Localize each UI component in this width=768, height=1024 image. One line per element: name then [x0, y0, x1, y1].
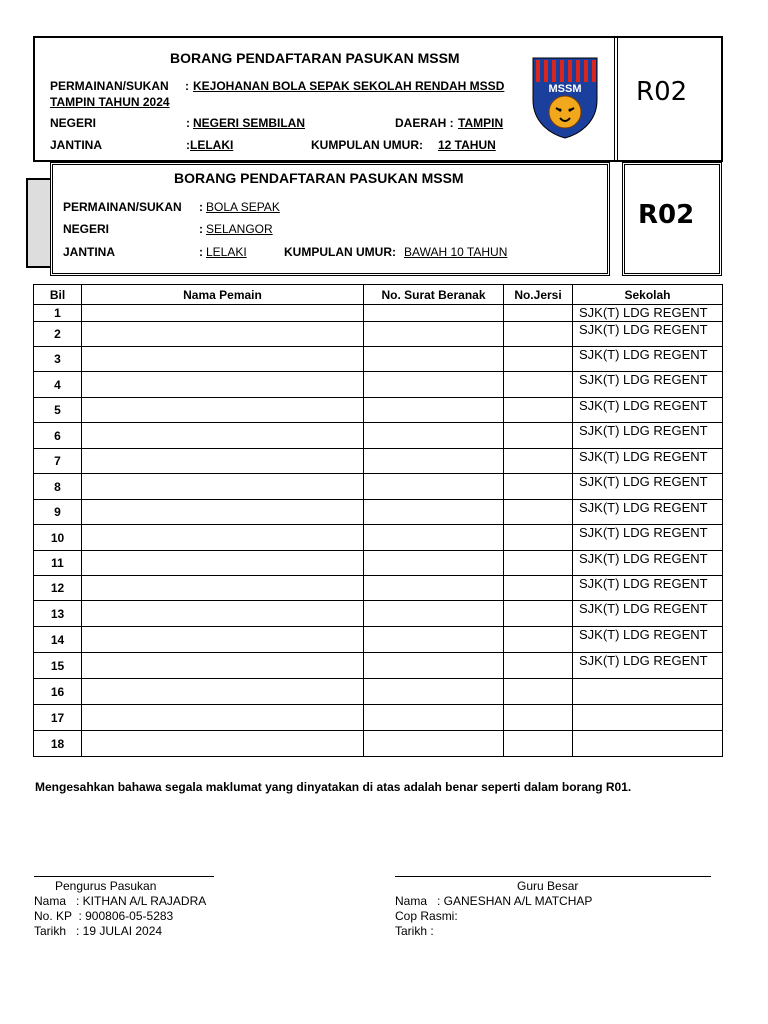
player-registration-table — [33, 284, 723, 757]
cell-sekolah — [573, 679, 723, 705]
cell-bil: 13 — [34, 601, 82, 627]
cell-sekolah: SJK(T) LDG REGENT — [573, 627, 723, 653]
back-district-label: DAERAH : — [395, 116, 454, 130]
cell-no-surat-beranak — [364, 731, 504, 757]
back-district-value: TAMPIN — [458, 116, 504, 130]
cell-no-jersi — [504, 705, 573, 731]
back-age-label: KUMPULAN UMUR: — [311, 138, 423, 152]
back-gender-value: LELAKI — [190, 138, 234, 152]
cell-bil: 18 — [34, 731, 82, 757]
back-gender-sep: : — [186, 138, 190, 152]
table-row — [34, 731, 723, 757]
cell-no-surat-beranak — [364, 305, 504, 322]
cell-sekolah: SJK(T) LDG REGENT — [573, 347, 723, 372]
cell-sekolah — [573, 705, 723, 731]
mssm-logo — [530, 56, 600, 140]
cell-no-jersi — [504, 601, 573, 627]
cell-nama-pemain — [82, 576, 364, 601]
cell-bil: 1 — [34, 305, 82, 322]
cell-nama-pemain — [82, 305, 364, 322]
table-row — [34, 474, 723, 500]
back-state-sep: : — [186, 116, 190, 130]
cell-no-jersi — [504, 449, 573, 474]
cell-bil: 16 — [34, 679, 82, 705]
front-game-sep: : — [199, 200, 203, 214]
cell-sekolah: SJK(T) LDG REGENT — [573, 576, 723, 601]
back-form-code: R02 — [636, 77, 688, 107]
cell-sekolah: SJK(T) LDG REGENT — [573, 551, 723, 576]
cell-no-surat-beranak — [364, 500, 504, 525]
cell-bil: 11 — [34, 551, 82, 576]
header-no-jersi: No.Jersi — [504, 285, 573, 305]
cell-nama-pemain — [82, 398, 364, 423]
cell-no-jersi — [504, 398, 573, 423]
back-game-value-1: KEJOHANAN BOLA SEPAK SEKOLAH RENDAH MSSD — [193, 79, 505, 93]
confirmation-statement: Mengesahkan bahawa segala maklumat yang dinyatakan di atas adalah benar seperti dalam borang R01. — [35, 780, 632, 794]
header-bil: Bil — [34, 285, 82, 305]
cell-bil: 8 — [34, 474, 82, 500]
table-row — [34, 705, 723, 731]
table-header-row — [34, 285, 723, 305]
cell-no-surat-beranak — [364, 705, 504, 731]
cell-sekolah — [573, 731, 723, 757]
table-row — [34, 305, 723, 322]
cell-no-surat-beranak — [364, 627, 504, 653]
cell-sekolah: SJK(T) LDG REGENT — [573, 449, 723, 474]
logo-text: MSSM — [548, 83, 582, 95]
cell-bil: 17 — [34, 705, 82, 731]
back-form-title: BORANG PENDAFTARAN PASUKAN MSSM — [170, 50, 460, 66]
manager-name: Nama : KITHAN A/L RAJADRA — [34, 894, 207, 908]
table-row — [34, 322, 723, 347]
front-form-title: BORANG PENDAFTARAN PASUKAN MSSM — [174, 170, 464, 186]
cell-sekolah: SJK(T) LDG REGENT — [573, 305, 723, 322]
table-row — [34, 500, 723, 525]
cell-sekolah: SJK(T) LDG REGENT — [573, 322, 723, 347]
table-row — [34, 601, 723, 627]
cell-no-surat-beranak — [364, 653, 504, 679]
front-age-value: BAWAH 10 TAHUN — [404, 245, 508, 259]
table-row — [34, 423, 723, 449]
cell-sekolah: SJK(T) LDG REGENT — [573, 601, 723, 627]
cell-no-jersi — [504, 576, 573, 601]
cell-nama-pemain — [82, 474, 364, 500]
cell-bil: 9 — [34, 500, 82, 525]
front-state-sep: : — [199, 222, 203, 236]
cell-no-surat-beranak — [364, 474, 504, 500]
cell-nama-pemain — [82, 627, 364, 653]
cell-bil: 14 — [34, 627, 82, 653]
header-sekolah: Sekolah — [573, 285, 723, 305]
header-nama-pemain: Nama Pemain — [82, 285, 364, 305]
front-state-value: SELANGOR — [206, 222, 273, 236]
cell-sekolah: SJK(T) LDG REGENT — [573, 474, 723, 500]
cell-sekolah: SJK(T) LDG REGENT — [573, 398, 723, 423]
cell-no-surat-beranak — [364, 601, 504, 627]
signature-line-headmaster — [395, 876, 711, 877]
table-row — [34, 398, 723, 423]
cell-nama-pemain — [82, 423, 364, 449]
manager-kp: No. KP : 900806-05-5283 — [34, 909, 174, 923]
back-game-label: PERMAINAN/SUKAN — [50, 79, 169, 93]
cell-nama-pemain — [82, 372, 364, 398]
cell-bil: 3 — [34, 347, 82, 372]
cell-no-surat-beranak — [364, 679, 504, 705]
cell-bil: 6 — [34, 423, 82, 449]
cell-no-surat-beranak — [364, 372, 504, 398]
table-body — [34, 305, 723, 757]
back-game-value-2: TAMPIN TAHUN 2024 — [50, 95, 170, 109]
cell-bil: 2 — [34, 322, 82, 347]
cell-no-jersi — [504, 474, 573, 500]
cell-no-jersi — [504, 423, 573, 449]
cell-no-jersi — [504, 653, 573, 679]
cell-nama-pemain — [82, 653, 364, 679]
front-gender-sep: : — [199, 245, 203, 259]
cell-sekolah: SJK(T) LDG REGENT — [573, 525, 723, 551]
cell-no-jersi — [504, 731, 573, 757]
cell-nama-pemain — [82, 525, 364, 551]
cell-no-jersi — [504, 627, 573, 653]
table-row — [34, 372, 723, 398]
cell-no-surat-beranak — [364, 322, 504, 347]
cell-no-jersi — [504, 347, 573, 372]
cell-no-jersi — [504, 372, 573, 398]
front-gender-value: LELAKI — [206, 245, 247, 259]
cell-bil: 12 — [34, 576, 82, 601]
cell-bil: 5 — [34, 398, 82, 423]
table-row — [34, 679, 723, 705]
table-row — [34, 576, 723, 601]
back-age-value: 12 TAHUN — [438, 138, 496, 152]
header-no-surat-beranak: No. Surat Beranak — [364, 285, 504, 305]
cell-sekolah: SJK(T) LDG REGENT — [573, 372, 723, 398]
table-row — [34, 627, 723, 653]
cell-no-jersi — [504, 525, 573, 551]
back-state-label: NEGERI — [50, 116, 97, 130]
table-row — [34, 551, 723, 576]
back-game-sep: : — [185, 79, 189, 93]
front-game-value: BOLA SEPAK — [206, 200, 280, 214]
cell-no-jersi — [504, 551, 573, 576]
headmaster-name: Nama : GANESHAN A/L MATCHAP — [395, 894, 593, 908]
back-state-value: NEGERI SEMBILAN — [193, 116, 306, 130]
cell-bil: 10 — [34, 525, 82, 551]
cell-sekolah: SJK(T) LDG REGENT — [573, 653, 723, 679]
cell-bil: 7 — [34, 449, 82, 474]
manager-date: Tarikh : 19 JULAI 2024 — [34, 924, 163, 938]
cell-no-surat-beranak — [364, 398, 504, 423]
signature-line-manager — [34, 876, 214, 877]
front-gender-label: JANTINA — [63, 245, 116, 259]
table-row — [34, 525, 723, 551]
front-form-code: R02 — [638, 200, 695, 230]
cell-no-surat-beranak — [364, 423, 504, 449]
cell-nama-pemain — [82, 705, 364, 731]
table-row — [34, 347, 723, 372]
cell-no-surat-beranak — [364, 449, 504, 474]
front-state-label: NEGERI — [63, 222, 110, 236]
cell-bil: 4 — [34, 372, 82, 398]
cell-no-jersi — [504, 679, 573, 705]
table-row — [34, 449, 723, 474]
headmaster-stamp: Cop Rasmi: — [395, 909, 458, 923]
cell-nama-pemain — [82, 679, 364, 705]
cell-nama-pemain — [82, 551, 364, 576]
cell-no-jersi — [504, 305, 573, 322]
cell-sekolah: SJK(T) LDG REGENT — [573, 500, 723, 525]
cell-no-surat-beranak — [364, 525, 504, 551]
manager-role: Pengurus Pasukan — [55, 879, 157, 893]
back-table-fragment — [26, 178, 52, 268]
cell-no-surat-beranak — [364, 576, 504, 601]
back-gender-label: JANTINA — [50, 138, 103, 152]
cell-no-surat-beranak — [364, 551, 504, 576]
cell-sekolah: SJK(T) LDG REGENT — [573, 423, 723, 449]
cell-nama-pemain — [82, 322, 364, 347]
cell-nama-pemain — [82, 731, 364, 757]
cell-no-surat-beranak — [364, 347, 504, 372]
cell-no-jersi — [504, 500, 573, 525]
cell-no-jersi — [504, 322, 573, 347]
cell-nama-pemain — [82, 449, 364, 474]
headmaster-role: Guru Besar — [517, 879, 579, 893]
headmaster-date: Tarikh : — [395, 924, 434, 938]
cell-bil: 15 — [34, 653, 82, 679]
front-game-label: PERMAINAN/SUKAN — [63, 200, 182, 214]
cell-nama-pemain — [82, 601, 364, 627]
cell-nama-pemain — [82, 500, 364, 525]
cell-nama-pemain — [82, 347, 364, 372]
front-age-label: KUMPULAN UMUR: — [284, 245, 396, 259]
table-row — [34, 653, 723, 679]
